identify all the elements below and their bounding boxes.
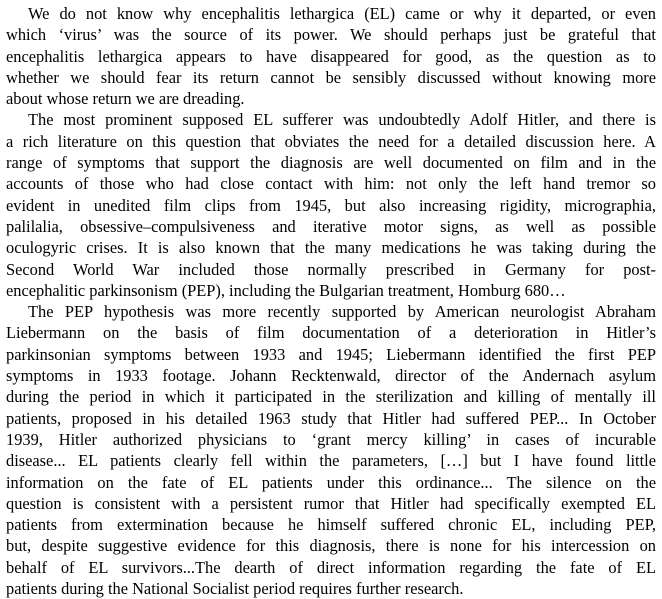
text-line: Liebermann on the basis of film documentation of a deterioration in Hitler’s xyxy=(6,323,656,343)
text-line: which ‘virus’ was the source of its power. We should perhaps just be grateful that xyxy=(6,25,656,45)
text-line: a rich literature on this question that obviates the need for a detailed discussion here. A xyxy=(6,131,656,151)
text-line: oculogyric crises. It is also known that the many medications he was taking during the xyxy=(6,238,656,258)
text-line: patients during the National Socialist period requires further research. xyxy=(6,579,464,599)
text-line: range of symptoms that support the diagnosis are well documented on film and in the xyxy=(6,153,656,173)
text-line: palilalia, obsessive–compulsiveness and iterative motor signs, as well as possible xyxy=(6,216,656,236)
paragraph-3 xyxy=(6,301,656,599)
text-line: 1939, Hitler authorized physicians to ‘grant mercy killing’ in cases of incurable xyxy=(6,429,656,449)
text-line: but, despite suggestive evidence for this diagnosis, there is none for his intercession on xyxy=(6,536,656,556)
text-line: The most prominent supposed EL sufferer was undoubtedly Adolf Hitler, and there is xyxy=(28,110,656,130)
text-line: information on the fate of EL patients under this ordinance... The silence on the xyxy=(6,472,656,492)
paragraph-2 xyxy=(6,109,656,301)
text-line: whether we should fear its return cannot be sensibly discussed without knowing more xyxy=(6,67,656,87)
text-line: during the period in which it participated in the sterilization and killing of mentally ill xyxy=(6,387,656,407)
text-line: patients, proposed in his detailed 1963 study that Hitler had suffered PEP... In October xyxy=(6,408,656,428)
text-line: accounts of those who had close contact with him: not only the left hand tremor so xyxy=(6,174,656,194)
text-line: patients from extermination because he himself suffered chronic EL, including PEP, xyxy=(6,515,656,535)
text-line: disease... EL patients clearly fell within the parameters, […] but I have found little xyxy=(6,451,656,471)
text-line: behalf of EL survivors...The dearth of direct information regarding the fate of EL xyxy=(6,557,656,577)
text-line: We do not know why encephalitis lethargica (EL) came or why it departed, or even xyxy=(28,4,656,23)
text-line: question is consistent with a persistent rumor that Hitler had specifically exempted EL xyxy=(6,493,656,513)
text-line: parkinsonian symptoms between 1933 and 1945; Liebermann identified the first PEP xyxy=(6,344,656,364)
text-line: Second World War included those normally prescribed in Germany for post- xyxy=(6,259,656,279)
paragraph-1 xyxy=(6,3,656,109)
text-line: The PEP hypothesis was more recently supported by American neurologist Abraham xyxy=(28,302,656,322)
text-line: symptoms in 1933 footage. Johann Recktenwald, director of the Andernach asylum xyxy=(6,366,656,386)
text-line: encephalitis lethargica appears to have disappeared for good, as the question as to xyxy=(6,46,656,66)
text-line: about whose return we are dreading. xyxy=(6,89,245,109)
text-line: encephalitic parkinsonism (PEP), including the Bulgarian treatment, Homburg 680… xyxy=(6,280,566,300)
text-line: evident in unedited film clips from 1945, but also increasing rigidity, micrographia, xyxy=(6,195,656,215)
